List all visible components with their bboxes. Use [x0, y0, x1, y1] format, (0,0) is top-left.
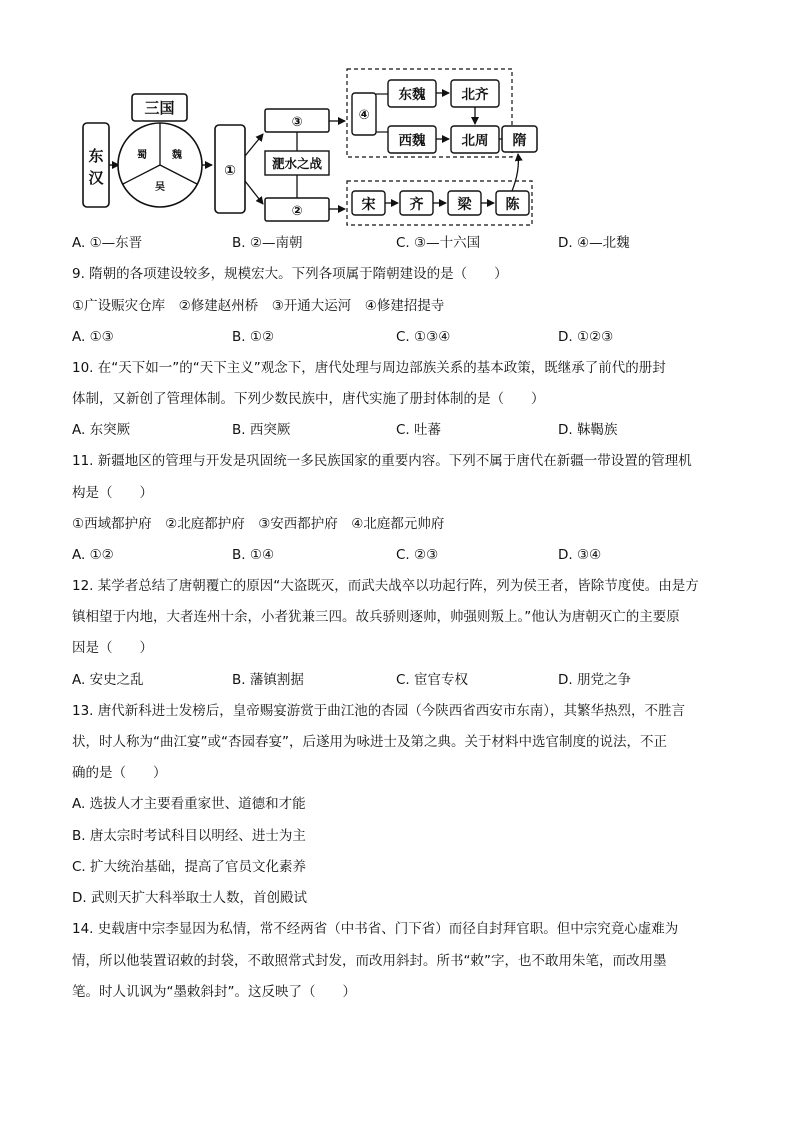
arrow-chen-sui	[512, 154, 518, 191]
liang-text: 梁	[457, 197, 472, 213]
q11-option-d[interactable]: D. ③④	[558, 547, 602, 563]
q11-option-a[interactable]: A. ①②	[72, 547, 114, 563]
q13-stem-line-1: 13. 唐代新科进士发榜后，皇帝赐宴游赏于曲江池的杏园（今陕西省西安市东南），其繁华热烈，不胜言	[72, 703, 686, 719]
q10-option-b[interactable]: B. 西突厥	[232, 422, 291, 438]
q8-option-b[interactable]: B. ②—南朝	[232, 235, 303, 251]
q13-stem-line-3: 确的是（ ）	[72, 765, 167, 781]
shu-text: 蜀	[137, 150, 147, 161]
q8-option-c[interactable]: C. ③—十六国	[396, 235, 481, 251]
q12-option-b[interactable]: B. 藩镇割据	[232, 672, 304, 688]
dongwei-text: 东魏	[398, 87, 426, 103]
q13-option-c[interactable]: C. 扩大统治基础，提高了官员文化素养	[72, 859, 307, 875]
arrow-1-2	[245, 181, 263, 204]
q11-option-b[interactable]: B. ①④	[232, 547, 275, 563]
chen-text: 陈	[505, 197, 520, 213]
q12-option-c[interactable]: C. 宦官专权	[396, 672, 469, 688]
q12-option-d[interactable]: D. 朋党之争	[558, 672, 631, 688]
beiqi-text: 北齐	[461, 87, 489, 103]
q9-option-b[interactable]: B. ①②	[232, 329, 275, 345]
q11-stem-line-2: 构是（ ）	[72, 485, 153, 501]
q14-stem-line-3: 笔。时人讥讽为“墨敕斜封”。这反映了（ ）	[72, 984, 356, 1000]
q12-stem-line-1: 12. 某学者总结了唐朝覆亡的原因“大盗既灭，而武夫战卒以功起行阵，列为侯王者，皆除节度使。由是方	[72, 578, 699, 594]
q9-option-d[interactable]: D. ①②③	[558, 329, 614, 345]
q14-stem-line-2: 情，所以他装置诏敕的封袋，不敢照常式封发，而改用斜封。所书“敕”字，也不敢用朱笔，而改用墨	[72, 953, 667, 969]
q10-stem-line-1: 10. 在“天下如一”的“天下主义”观念下，唐代处理与周边部族关系的基本政策，既继承了前代的册封	[72, 360, 666, 376]
q13-option-b[interactable]: B. 唐太宗时考试科目以明经、进士为主	[72, 828, 306, 844]
q13-option-d[interactable]: D. 武则天扩大科举取士人数，首创殿试	[72, 890, 307, 906]
dynasty-diagram	[80, 66, 540, 230]
sui-text: 隋	[512, 133, 527, 149]
box-4-text: ④	[358, 108, 370, 123]
arrow-1-3	[245, 134, 263, 156]
box-2-text: ②	[291, 204, 303, 219]
q13-stem-line-2: 状，时人称为“曲江宴”或“杏园春宴”，后遂用为咏进士及第之典。关于材料中选官制度的说法，不正	[72, 734, 667, 750]
donghan-text-2: 汉	[88, 169, 104, 187]
q9-items: ①广设赈灾仓库 ②修建赵州桥 ③开通大运河 ④修建招提寺	[72, 298, 445, 314]
beizhou-text: 北周	[461, 133, 489, 149]
wei-text: 魏	[172, 150, 182, 161]
q10-stem-line-2: 体制，又新创了管理体制。下列少数民族中，唐代实施了册封体制的是（ ）	[72, 391, 545, 407]
q10-option-d[interactable]: D. 靺鞨族	[558, 422, 618, 438]
q12-stem-line-2: 镇相望于内地，大者连州十余，小者犹兼三四。故兵骄则逐帅，帅强则叛上。”他认为唐朝灭亡的主要原	[72, 609, 680, 625]
q9-stem: 9. 隋朝的各项建设较多，规模宏大。下列各项属于隋朝建设的是（ ）	[72, 266, 508, 282]
donghan-text-1: 东	[88, 147, 104, 165]
q10-option-a[interactable]: A. 东突厥	[72, 422, 131, 438]
q9-option-a[interactable]: A. ①③	[72, 329, 114, 345]
q11-items: ①西域都护府 ②北庭都护府 ③安西都护府 ④北庭都元帅府	[72, 516, 445, 532]
q12-option-a[interactable]: A. 安史之乱	[72, 672, 144, 688]
wu-text: 吴	[155, 182, 165, 193]
q10-option-c[interactable]: C. 吐蕃	[396, 422, 442, 438]
xiwei-text: 西魏	[398, 133, 426, 149]
q8-option-d[interactable]: D. ④—北魏	[558, 235, 630, 251]
q9-option-c[interactable]: C. ①③④	[396, 329, 451, 345]
song-text: 宋	[361, 197, 376, 213]
q11-stem-line-1: 11. 新疆地区的管理与开发是巩固统一多民族国家的重要内容。下列不属于唐代在新疆一带设置的管理机	[72, 453, 692, 469]
dynasty-diagram-svg	[80, 66, 540, 230]
donghan-box	[83, 123, 109, 207]
q8-option-a[interactable]: A. ①—东晋	[72, 235, 143, 251]
q11-option-c[interactable]: C. ②③	[396, 547, 439, 563]
sanguo-text: 三国	[144, 99, 175, 117]
feishui-text: 淝水之战	[271, 156, 323, 171]
q12-stem-line-3: 因是（ ）	[72, 640, 153, 656]
box-3-text: ③	[291, 115, 303, 130]
q13-option-a[interactable]: A. 选拔人才主要看重家世、道德和才能	[72, 796, 306, 812]
q14-stem-line-1: 14. 史载唐中宗李显因为私情，常不经两省（中书省、门下省）而径自封拜官职。但中宗究竟心虚难为	[72, 921, 679, 937]
box-1-text: ①	[224, 163, 236, 179]
qi-text: 齐	[409, 197, 424, 213]
